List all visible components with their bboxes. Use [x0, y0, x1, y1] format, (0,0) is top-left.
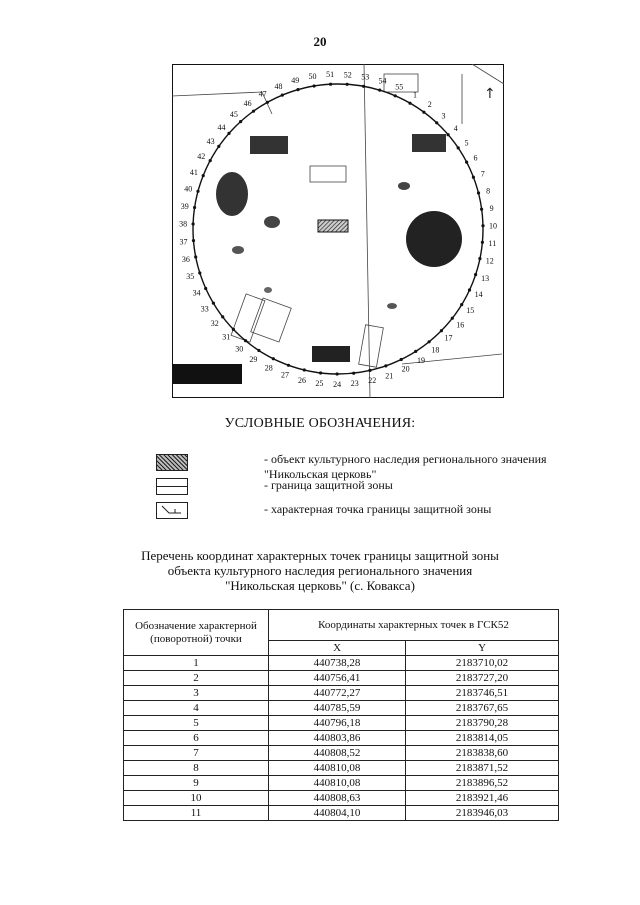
point-label: 39 — [180, 202, 189, 211]
point-label: 31 — [222, 332, 231, 342]
cell-y: 2183946,03 — [406, 806, 559, 821]
point-label: 15 — [466, 305, 475, 315]
boundary-point — [319, 371, 322, 374]
point-label: 4 — [453, 124, 458, 134]
boundary-point — [440, 329, 443, 332]
cell-y: 2183896,52 — [406, 776, 559, 791]
cell-y: 2183746,51 — [406, 686, 559, 701]
point-label: 19 — [417, 355, 425, 365]
point-label: 27 — [281, 370, 289, 380]
point-label: 20 — [401, 364, 410, 374]
point-label: 50 — [308, 72, 317, 82]
boundary-point — [378, 89, 381, 92]
point-label: 24 — [333, 380, 342, 389]
boundary-point — [252, 110, 255, 113]
cell-n: 7 — [124, 746, 269, 761]
table-row — [124, 671, 559, 686]
point-label: 1 — [413, 90, 417, 100]
point-label: 28 — [264, 363, 273, 373]
table-row — [124, 656, 559, 671]
boundary-point — [217, 145, 220, 148]
point-label: 14 — [474, 290, 483, 300]
point-label: 54 — [378, 76, 387, 86]
point-label: 23 — [350, 379, 359, 389]
cell-y: 2183710,02 — [406, 656, 559, 671]
cell-x: 440756,41 — [269, 671, 406, 686]
point-label: 17 — [444, 333, 453, 343]
cell-x: 440785,59 — [269, 701, 406, 716]
site-map — [172, 64, 504, 398]
point-label: 29 — [249, 354, 258, 364]
boundary-point — [384, 364, 387, 367]
point-label: 9 — [489, 203, 494, 213]
point-label: 44 — [217, 122, 226, 132]
boundary-point — [196, 190, 199, 193]
boundary-point — [477, 191, 480, 194]
point-label: 43 — [206, 136, 215, 146]
caption-line-3: "Никольская церковь" (с. Ковакса) — [225, 578, 415, 593]
header-coordinates: Координаты характерных точек в ГСК52 — [269, 610, 559, 641]
point-label: 46 — [243, 99, 252, 109]
boundary-point — [447, 133, 450, 136]
point-label: 35 — [186, 272, 195, 281]
point-label: 48 — [274, 81, 283, 91]
legend-text-heritage: - объект культурного наследия регионального значения "Никольская церковь" — [264, 452, 547, 481]
table-row — [124, 776, 559, 791]
cell-n: 5 — [124, 716, 269, 731]
legend-text-boundary: - граница защитной зоны — [264, 478, 393, 492]
header-x: X — [269, 641, 406, 656]
scan-noise-left — [0, 10, 40, 890]
boundary-point — [193, 206, 196, 209]
cell-n: 4 — [124, 701, 269, 716]
cell-x: 440803,86 — [269, 731, 406, 746]
boundary-point — [362, 85, 365, 88]
boundary-point — [232, 328, 235, 331]
table-row — [124, 731, 559, 746]
cell-x: 440738,28 — [269, 656, 406, 671]
boundary-point — [408, 102, 411, 105]
point-label: 6 — [473, 153, 478, 163]
page-number: 20 — [313, 34, 327, 49]
legend-title: УСЛОВНЫЕ ОБОЗНАЧЕНИЯ: — [224, 416, 416, 431]
cell-y: 2183838,60 — [406, 746, 559, 761]
boundary-point — [287, 364, 290, 367]
table-row — [124, 686, 559, 701]
point-label: 33 — [200, 304, 209, 314]
boundary-point — [257, 349, 260, 352]
boundary-point — [192, 222, 195, 225]
cell-x: 440772,27 — [269, 686, 406, 701]
boundary-point — [303, 368, 306, 371]
point-label: 2 — [427, 100, 432, 110]
cell-x: 440808,63 — [269, 791, 406, 806]
point-label: 53 — [361, 72, 370, 82]
point-label: 7 — [480, 169, 485, 179]
boundary-point — [478, 257, 481, 260]
point-label: 3 — [441, 111, 446, 121]
table-caption — [0, 548, 640, 593]
boundary-point — [227, 132, 230, 135]
boundary-point — [422, 111, 425, 114]
point-label: 26 — [298, 375, 306, 385]
table-row — [124, 716, 559, 731]
point-label: 30 — [235, 344, 244, 354]
boundary-point — [221, 315, 224, 318]
header-point-name: Обозначение характерной (поворотной) точки — [124, 610, 269, 656]
cell-n: 3 — [124, 686, 269, 701]
boundary-point — [194, 255, 197, 258]
cell-x: 440808,52 — [269, 746, 406, 761]
point-label: 45 — [229, 110, 238, 120]
boundary-point — [272, 357, 275, 360]
point-label: 41 — [189, 167, 198, 177]
point-label: 5 — [464, 138, 469, 148]
boundary-point — [192, 239, 195, 242]
point-label: 36 — [181, 254, 190, 264]
cell-y: 2183727,20 — [406, 671, 559, 686]
boundary-point — [244, 339, 247, 342]
boundary-point — [451, 317, 454, 320]
boundary-point — [435, 121, 438, 124]
boundary-point — [480, 208, 483, 211]
table-row — [124, 761, 559, 776]
boundary-line-symbol-icon — [156, 478, 188, 495]
point-label: 16 — [456, 320, 465, 330]
boundary-point — [414, 350, 417, 353]
cell-n: 2 — [124, 671, 269, 686]
table-row — [124, 746, 559, 761]
boundary-point — [472, 176, 475, 179]
point-label: 11 — [488, 239, 497, 249]
boundary-point — [368, 369, 371, 372]
boundary-point — [209, 159, 212, 162]
cell-n: 11 — [124, 806, 269, 821]
point-label: 34 — [192, 288, 201, 298]
boundary-point — [481, 241, 484, 244]
table-row — [124, 701, 559, 716]
point-label: 49 — [291, 76, 300, 85]
point-label: 38 — [179, 219, 188, 229]
heritage-object — [318, 220, 348, 232]
cell-y: 2183921,46 — [406, 791, 559, 806]
boundary-point — [400, 358, 403, 361]
point-label: 42 — [197, 151, 206, 161]
point-label: 55 — [395, 82, 404, 92]
point-label: 22 — [368, 376, 377, 386]
cell-x: 440810,08 — [269, 776, 406, 791]
boundary-point — [460, 303, 463, 306]
boundary-point — [198, 271, 201, 274]
boundary-point — [336, 372, 339, 375]
boundary-point — [212, 302, 215, 305]
cell-n: 1 — [124, 656, 269, 671]
point-label: 12 — [485, 256, 494, 266]
north-arrow-icon: ↑ — [484, 86, 496, 102]
cell-x: 440804,10 — [269, 806, 406, 821]
point-label: 13 — [481, 273, 490, 283]
point-label: 47 — [258, 89, 267, 99]
boundary-point — [468, 288, 471, 291]
coordinates-table — [123, 609, 559, 821]
boundary-point — [394, 94, 397, 97]
scan-noise-right — [598, 10, 638, 890]
table-row — [124, 791, 559, 806]
boundary-point — [296, 88, 299, 91]
cell-y: 2183871,52 — [406, 761, 559, 776]
point-label: 52 — [343, 70, 352, 80]
boundary-point — [266, 101, 269, 104]
cell-n: 8 — [124, 761, 269, 776]
legend-item-point — [156, 502, 556, 532]
point-label: 51 — [326, 70, 335, 80]
point-label: 37 — [179, 237, 188, 247]
cell-n: 10 — [124, 791, 269, 806]
boundary-point — [202, 174, 205, 177]
boundary-point — [457, 146, 460, 149]
point-label: 21 — [385, 371, 394, 381]
point-label: 8 — [486, 186, 491, 196]
point-label: 40 — [184, 184, 193, 194]
point-label: 32 — [210, 318, 219, 328]
point-label: 25 — [315, 378, 324, 388]
boundary-point — [474, 273, 477, 276]
caption-line-1: Перечень координат характерных точек границы защитной зоны — [141, 548, 499, 563]
point-label: 18 — [431, 345, 440, 355]
boundary-point — [329, 83, 332, 86]
header-y: Y — [406, 641, 559, 656]
cell-x: 440796,18 — [269, 716, 406, 731]
cell-y: 2183767,65 — [406, 701, 559, 716]
boundary-point — [428, 340, 431, 343]
boundary-point — [239, 120, 242, 123]
boundary-point — [346, 83, 349, 86]
legend-text-point: - характерная точка границы защитной зоны — [264, 502, 492, 516]
point-label: 10 — [489, 221, 497, 231]
boundary-point — [313, 84, 316, 87]
hatch-symbol-icon — [156, 454, 188, 471]
boundary-point — [281, 94, 284, 97]
cell-y: 2183814,05 — [406, 731, 559, 746]
boundary-point — [352, 372, 355, 375]
table-row — [124, 806, 559, 821]
boundary-point — [481, 224, 484, 227]
cell-n: 6 — [124, 731, 269, 746]
boundary-point — [204, 287, 207, 290]
cell-y: 2183790,28 — [406, 716, 559, 731]
caption-line-2: объекта культурного наследия регионального значения — [167, 563, 473, 578]
cell-x: 440810,08 — [269, 761, 406, 776]
cell-n: 9 — [124, 776, 269, 791]
boundary-point — [465, 161, 468, 164]
point-symbol-icon — [156, 502, 188, 519]
